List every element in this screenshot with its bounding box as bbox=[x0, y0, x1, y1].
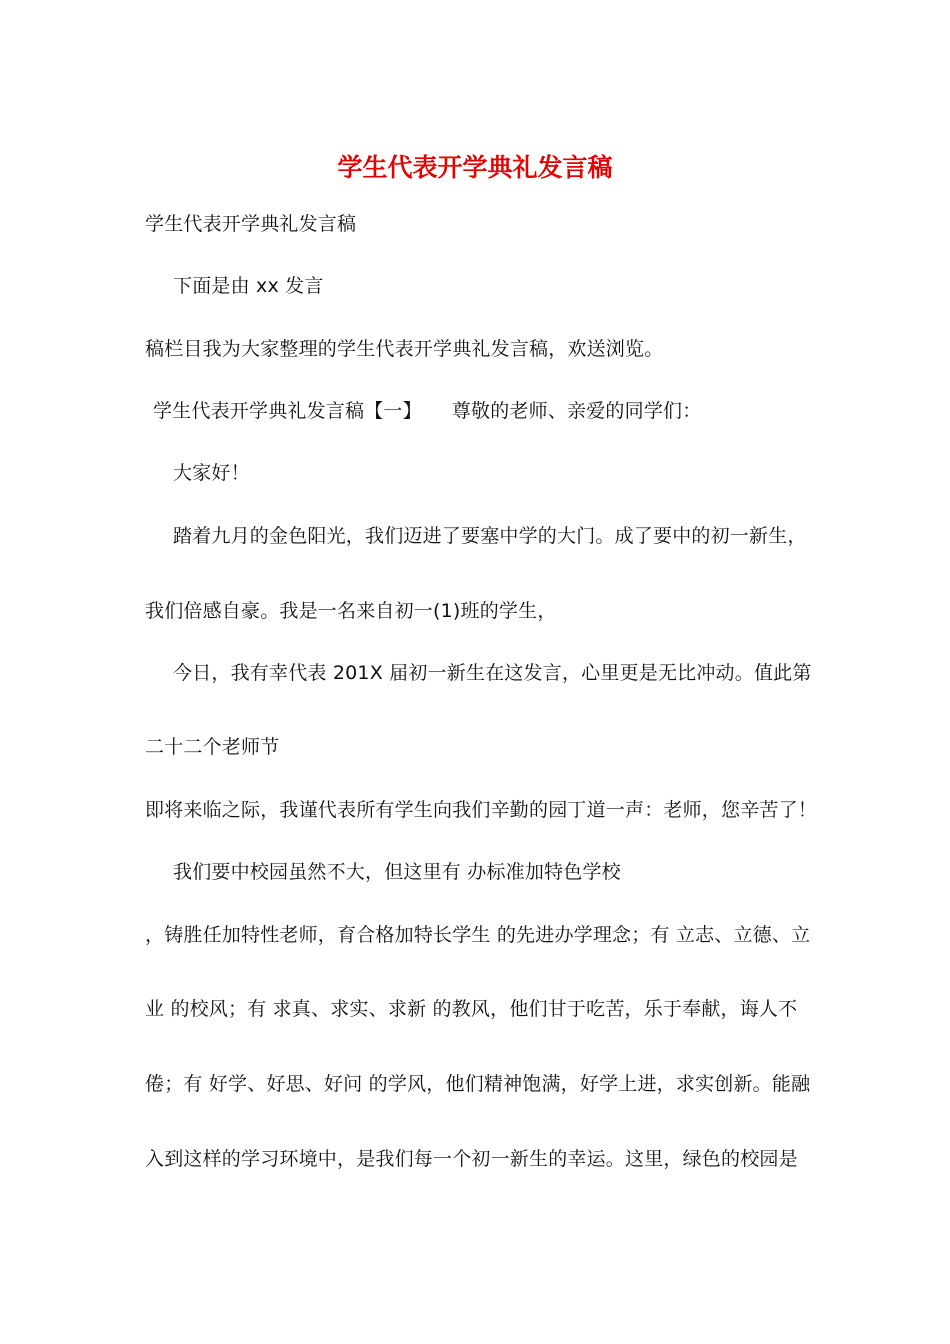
subtitle-line: 学生代表开学典礼发言稿 bbox=[145, 213, 357, 235]
paragraph-line: 我们倍感自豪。我是一名来自初一(1)班的学生， bbox=[145, 600, 557, 622]
paragraph-line: 即将来临之际，我谨代表所有学生向我们辛勤的园丁道一声：老师，您辛苦了！ bbox=[145, 799, 818, 821]
paragraph-line: 我们要中校园虽然不大，但这里有 办标准加特色学校 bbox=[173, 861, 621, 883]
paragraph-line: 下面是由 xx 发言 bbox=[173, 275, 324, 297]
paragraph-line: 今日，我有幸代表 201X 届初一新生在这发言，心里更是无比冲动。值此第 bbox=[173, 662, 812, 684]
greeting: 尊敬的老师、亲爱的同学们： bbox=[451, 400, 702, 422]
section-heading: 学生代表开学典礼发言稿【一】 bbox=[153, 400, 422, 422]
paragraph-line: 踏着九月的金色阳光，我们迈进了要塞中学的大门。成了要中的初一新生， bbox=[173, 525, 807, 547]
paragraph-line: ，铸胜任加特性老师，育合格加特长学生 的先进办学理念；有 立志、立德、立 bbox=[145, 924, 811, 946]
paragraph-line: 业 的校风；有 求真、求实、求新 的教风，他们甘于吃苦，乐于奉献，诲人不 bbox=[145, 998, 798, 1020]
paragraph-line: 稿栏目我为大家整理的学生代表开学典礼发言稿，欢送浏览。 bbox=[145, 338, 664, 360]
section-heading-line bbox=[153, 397, 701, 425]
document-title: 学生代表开学典礼发言稿 bbox=[337, 153, 613, 182]
paragraph-line: 入到这样的学习环境中，是我们每一个初一新生的幸运。这里，绿色的校园是 bbox=[145, 1148, 798, 1170]
paragraph-line: 大家好！ bbox=[173, 462, 250, 484]
paragraph-line: 二十二个老师节 bbox=[145, 736, 280, 758]
paragraph-line: 倦；有 好学、好思、好问 的学风，他们精神饱满，好学上进，求实创新。能融 bbox=[145, 1073, 811, 1095]
